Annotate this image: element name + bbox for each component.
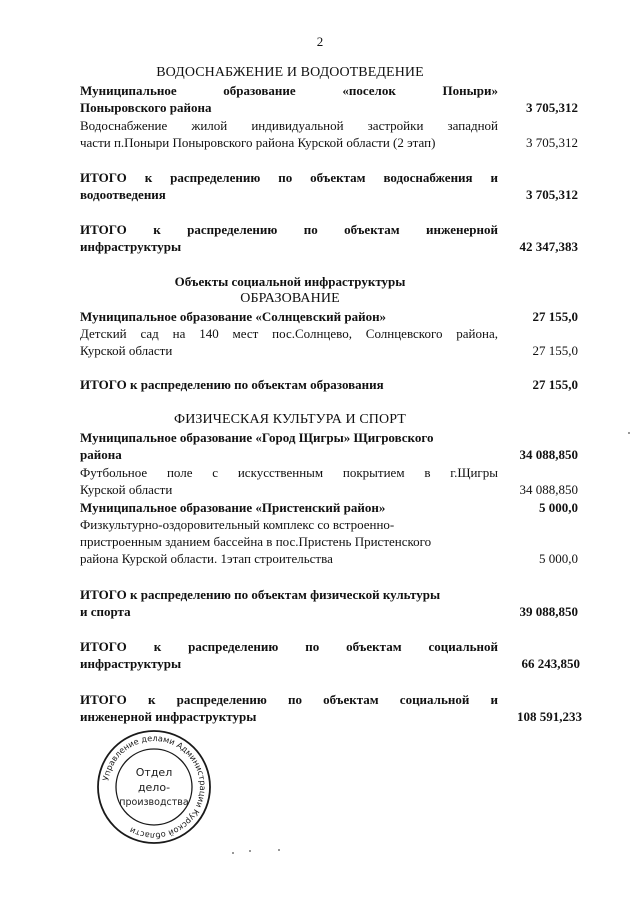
sport-object1-amount: 34 088,850	[519, 482, 578, 497]
education-object-line2: Курской области	[80, 343, 173, 358]
water-total-amount: 3 705,312	[526, 187, 578, 202]
scan-speck	[249, 850, 251, 852]
water-municipality-line2: Поныровского района	[80, 100, 212, 115]
scan-speck	[628, 432, 630, 434]
scan-speck	[232, 852, 234, 854]
social-total-amount: 66 243,850	[521, 656, 580, 671]
sport-municipality1-line1: Муниципальное образование «Город Щигры» Щигровского	[80, 430, 434, 445]
sport-object2-line1: Физкультурно-оздоровительный комплекс со встроенно-	[80, 517, 395, 532]
sport-total-line2: и спорта	[80, 604, 131, 619]
sport-object2-line2: пристроенным зданием бассейна в пос.Пристень Пристенского	[80, 534, 432, 549]
engineering-total-line1: ИТОГО к распределению по объектам инженерной	[80, 222, 498, 237]
section-heading-sport: ФИЗИЧЕСКАЯ КУЛЬТУРА И СПОРТ	[174, 412, 406, 427]
education-total-amount: 27 155,0	[532, 377, 578, 392]
education-municipality-amount: 27 155,0	[532, 309, 578, 324]
sport-municipality2-amount: 5 000,0	[539, 500, 578, 515]
education-object-amount: 27 155,0	[532, 343, 578, 358]
engineering-total-amount: 42 347,383	[519, 239, 578, 254]
water-total-line2: водоотведения	[80, 187, 166, 202]
social-total-line2: инфраструктуры	[80, 656, 182, 671]
section-heading-social: Объекты социальной инфраструктуры	[174, 274, 406, 289]
office-stamp	[95, 728, 213, 846]
sport-object1-line1: Футбольное поле с искусственным покрытием в г.Щигры	[80, 465, 498, 480]
education-total: ИТОГО к распределению по объектам образования	[80, 377, 384, 392]
sport-municipality1-amount: 34 088,850	[519, 447, 578, 462]
sport-object2-amount: 5 000,0	[539, 551, 578, 566]
sport-object2-line3: района Курской области. 1этап строительства	[80, 551, 333, 566]
water-object-line2: части п.Поныри Поныровского района Курской области (2 этап)	[80, 135, 436, 150]
stamp-center-line3: производства	[119, 797, 189, 808]
education-object-line1: Детский сад на 140 мест пос.Солнцево, Солнцевского района,	[80, 326, 498, 341]
grand-total-line1: ИТОГО к распределению по объектам социальной и	[80, 692, 498, 707]
stamp-ring-text: Управление делами Администрации Курской области	[100, 732, 209, 842]
education-municipality: Муниципальное образование «Солнцевский район»	[80, 309, 387, 324]
sport-total-line1: ИТОГО к распределению по объектам физической культуры	[80, 587, 441, 602]
grand-total-line2: инженерной инфраструктуры	[80, 709, 257, 724]
sport-object1-line2: Курской области	[80, 482, 173, 497]
scan-speck	[278, 849, 280, 851]
sport-total-amount: 39 088,850	[519, 604, 578, 619]
section-heading-water: ВОДОСНАБЖЕНИЕ И ВОДООТВЕДЕНИЕ	[156, 65, 424, 80]
page-number: 2	[316, 34, 324, 49]
water-municipality-amount: 3 705,312	[526, 100, 578, 115]
sport-municipality2: Муниципальное образование «Пристенский район»	[80, 500, 386, 515]
engineering-total-line2: инфраструктуры	[80, 239, 182, 254]
grand-total-amount: 108 591,233	[517, 709, 582, 724]
water-object-amount: 3 705,312	[526, 135, 578, 150]
water-municipality-line1: Муниципальное образование «поселок Поныри»	[80, 83, 498, 98]
social-total-line1: ИТОГО к распределению по объектам социальной	[80, 639, 498, 654]
water-total-line1: ИТОГО к распределению по объектам водоснабжения и	[80, 170, 498, 185]
water-object-line1: Водоснабжение жилой индивидуальной застройки западной	[80, 118, 498, 133]
sport-municipality1-line2: района	[80, 447, 122, 462]
section-heading-education: ОБРАЗОВАНИЕ	[240, 291, 340, 306]
stamp-center-line1: Отдел	[135, 766, 173, 779]
stamp-center-line2: дело-	[137, 781, 171, 794]
